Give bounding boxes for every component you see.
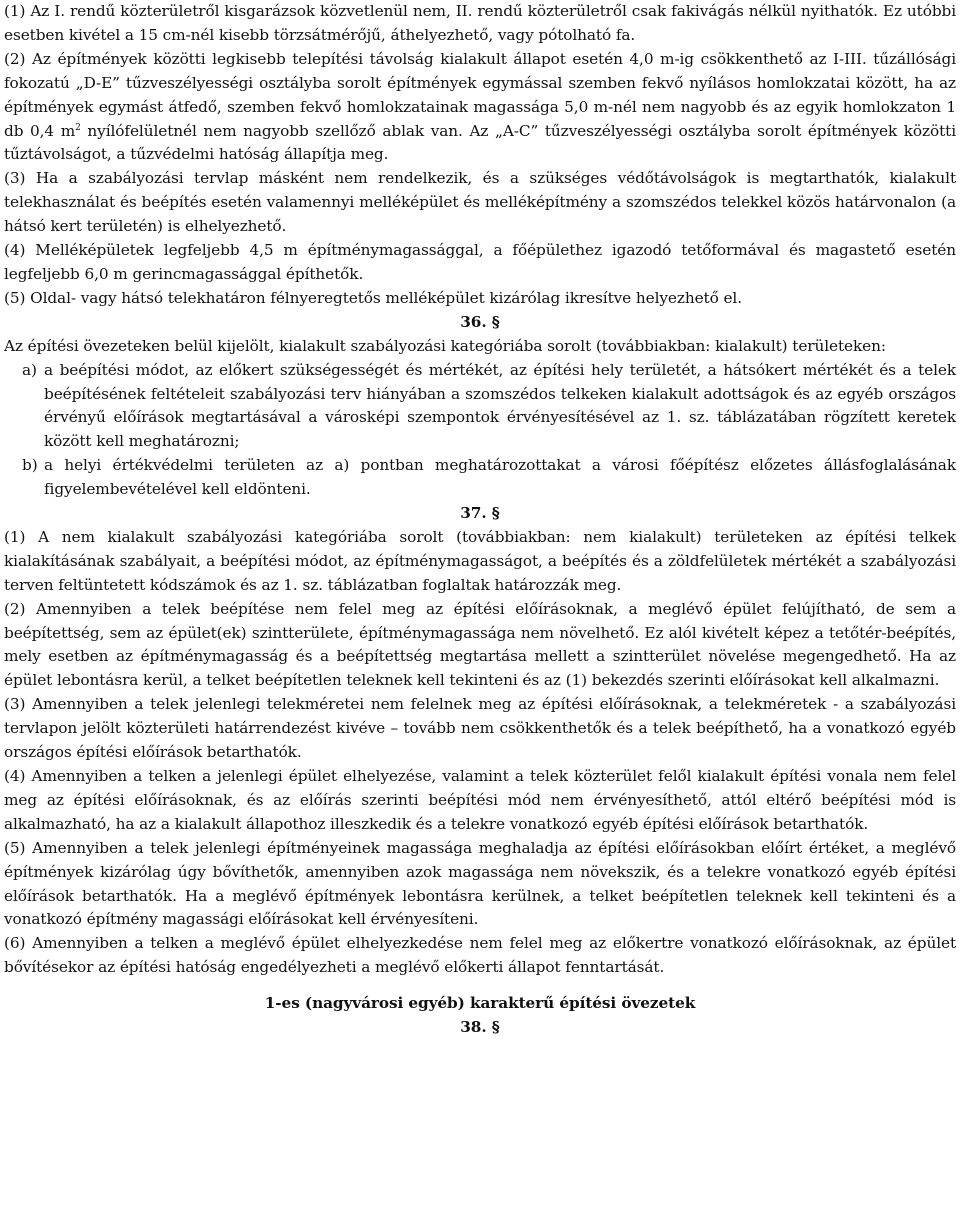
paragraph-35-3: (3) Ha a szabályozási tervlap másként nem rendelkezik, és a szükséges védőtávolságok is megtarthatók, kialakult telekhasználat és beépítés esetén valamennyi melléképület és melléképítmény a szomszédos telekkel közös határvonalon (a hátsó kert területén) is elhelyezhető. [4,169,956,236]
list-text-a: a beépítési módot, az előkert szükségességét és mértékét, az építési hely területét, a hátsókert mértékét és a telek beépítésének feltételeit szabályozási terv hiányában a szomszédos telkeken kialakult adottságok és az egyéb országos érvényű előírások megtartásával a városképi szempontok érvényesítésével az 1. sz. táblázatában rögzített keretek között kell meghatározni; [44,360,956,451]
section-number-36: 36. § [460,312,500,331]
paragraph-37-5: (5) Amennyiben a telek jelenlegi építményeinek magassága meghaladja az építési előírásokban előírt értéket, a meglévő építmények kizárólag úgy bővíthetők, amennyiben azok magassága nem növekszik, és a telekre vonatkozó egyéb építési előírások betarthatók. Ha a meglévő építmények lebontásra kerülnek, a telket beépítetlen teleknek kell tekinteni és a vonatkozó építmény magassági előírásokat kell érvényesíteni. [4,838,956,929]
paragraph-35-1: (1) Az I. rendű közterületről kisgarázsok közvetlenül nem, II. rendű közterületről csak fakivágás nélkül nyithatók. Ez utóbbi esetben kivétel a 15 cm-nél kisebb törzsátmérőjű, áthelyezhető, vagy pótolható fa. [4,2,956,44]
list-text-b: a helyi értékvédelmi területen az a) pontban meghatározottakat a városi főépítész előzetes állásfoglalásának figyelembevételével kell eldönteni. [44,456,956,499]
list-item-b [4,454,956,502]
paragraph-37-3: (3) Amennyiben a telek jelenlegi telekméretei nem felelnek meg az építési előírásoknak, a telekméretek - a szabályozási tervlapon jelölt közterületi határrendezést kivéve – tovább nem csökkenthetők és a telek beépíthető, ha a vonatkozó egyéb országos építési előírások betarthatók. [4,695,956,762]
zone-heading: 1-es (nagyvárosi egyéb) karakterű építési övezetek [264,994,696,1013]
paragraph-37-6: (6) Amennyiben a telken a meglévő épület elhelyezkedése nem felel meg az előkertre vonatkozó előírásoknak, az épület bővítésekor az építési hatóság engedélyezheti a meglévő előkerti állapot fenntartását. [4,934,956,977]
section-number-38: 38. § [460,1018,500,1037]
section-36-intro: Az építési övezeteken belül kijelölt, kialakult szabályozási kategóriába sorolt (továbbiakban: kialakult) területeken: [4,336,886,355]
list-marker-a: a) [22,360,37,379]
paragraph-37-2: (2) Amennyiben a telek beépítése nem felel meg az építési előírásoknak, a meglévő épület felújítható, de sem a beépítettség, sem az épület(ek) szintterülete, építménymagassága nem növelhető. Ez alól kivételt képez a tetőtér-beépítés, mely esetben az építménymagasság és a beépítettség megtartása mellett a szintterület növelése megengedhető. Ha az épület lebontásra kerül, a telket beépítetlen teleknek kell tekinteni és az (1) bekezdés szerinti előírásokat kell alkalmazni. [4,599,956,690]
list-marker-b: b) [22,456,38,475]
paragraph-35-5: (5) Oldal- vagy hátsó telekhatáron félnyeregtetős melléképület kizárólag ikresítve helyezhető el. [4,288,742,307]
paragraph-35-2-text-b: nyílófelületnél nem nagyobb szellőző ablak van. Az „A-C” tűzveszélyességi osztályba sorolt építmények közötti tűztávolságot, a tűzvédelmi hatóság állapítja meg. [4,121,956,164]
paragraph-37-1: (1) A nem kialakult szabályozási kategóriába sorolt (továbbiakban: nem kialakult) területeken az építési telkek kialakításának szabályait, a beépítési módot, az építménymagasságot, a beépítés és a zöldfelületek mértékét a szabályozási terven feltüntetett kódszámok és az 1. sz. táblázatban foglaltak határozzák meg. [4,527,956,594]
list-item-a [4,359,956,455]
paragraph-35-4: (4) Melléképületek legfeljebb 4,5 m építménymagassággal, a főépülethez igazodó tetőformával és magastető esetén legfeljebb 6,0 m gerincmagassággal építhetők. [4,241,956,283]
section-number-37: 37. § [460,504,500,523]
paragraph-35-2 [4,48,956,168]
paragraph-37-4: (4) Amennyiben a telken a jelenlegi épület elhelyezése, valamint a telek közterület felől kialakult építési vonala nem felel meg az építési előírásoknak, és az előírás szerinti beépítési mód nem érvényesíthető, attól eltérő beépítési mód is alkalmazható, ha az a kialakult állapothoz illeszkedik és a telekre vonatkozó egyéb építési előírások betarthatók. [4,767,956,833]
document-page [4,0,956,1040]
superscript-2: 2 [75,122,81,133]
paragraph-35-2-text-a: (2) Az építmények közötti legkisebb telepítési távolság kialakult állapot esetén 4,0 m-ig csökkenthető az I-III. tűzállósági fokozatú „D-E” tűzveszélyességi osztályba sorolt építmények egymással szemben fekvő nyílásos homlokzatai között, ha az építmények egymást átfedő, szemben fekvő homlokzatainak magassága 5,0 m-nél nem nagyobb és az egyik homlokzaton 1 db 0,4 m [4,49,956,140]
